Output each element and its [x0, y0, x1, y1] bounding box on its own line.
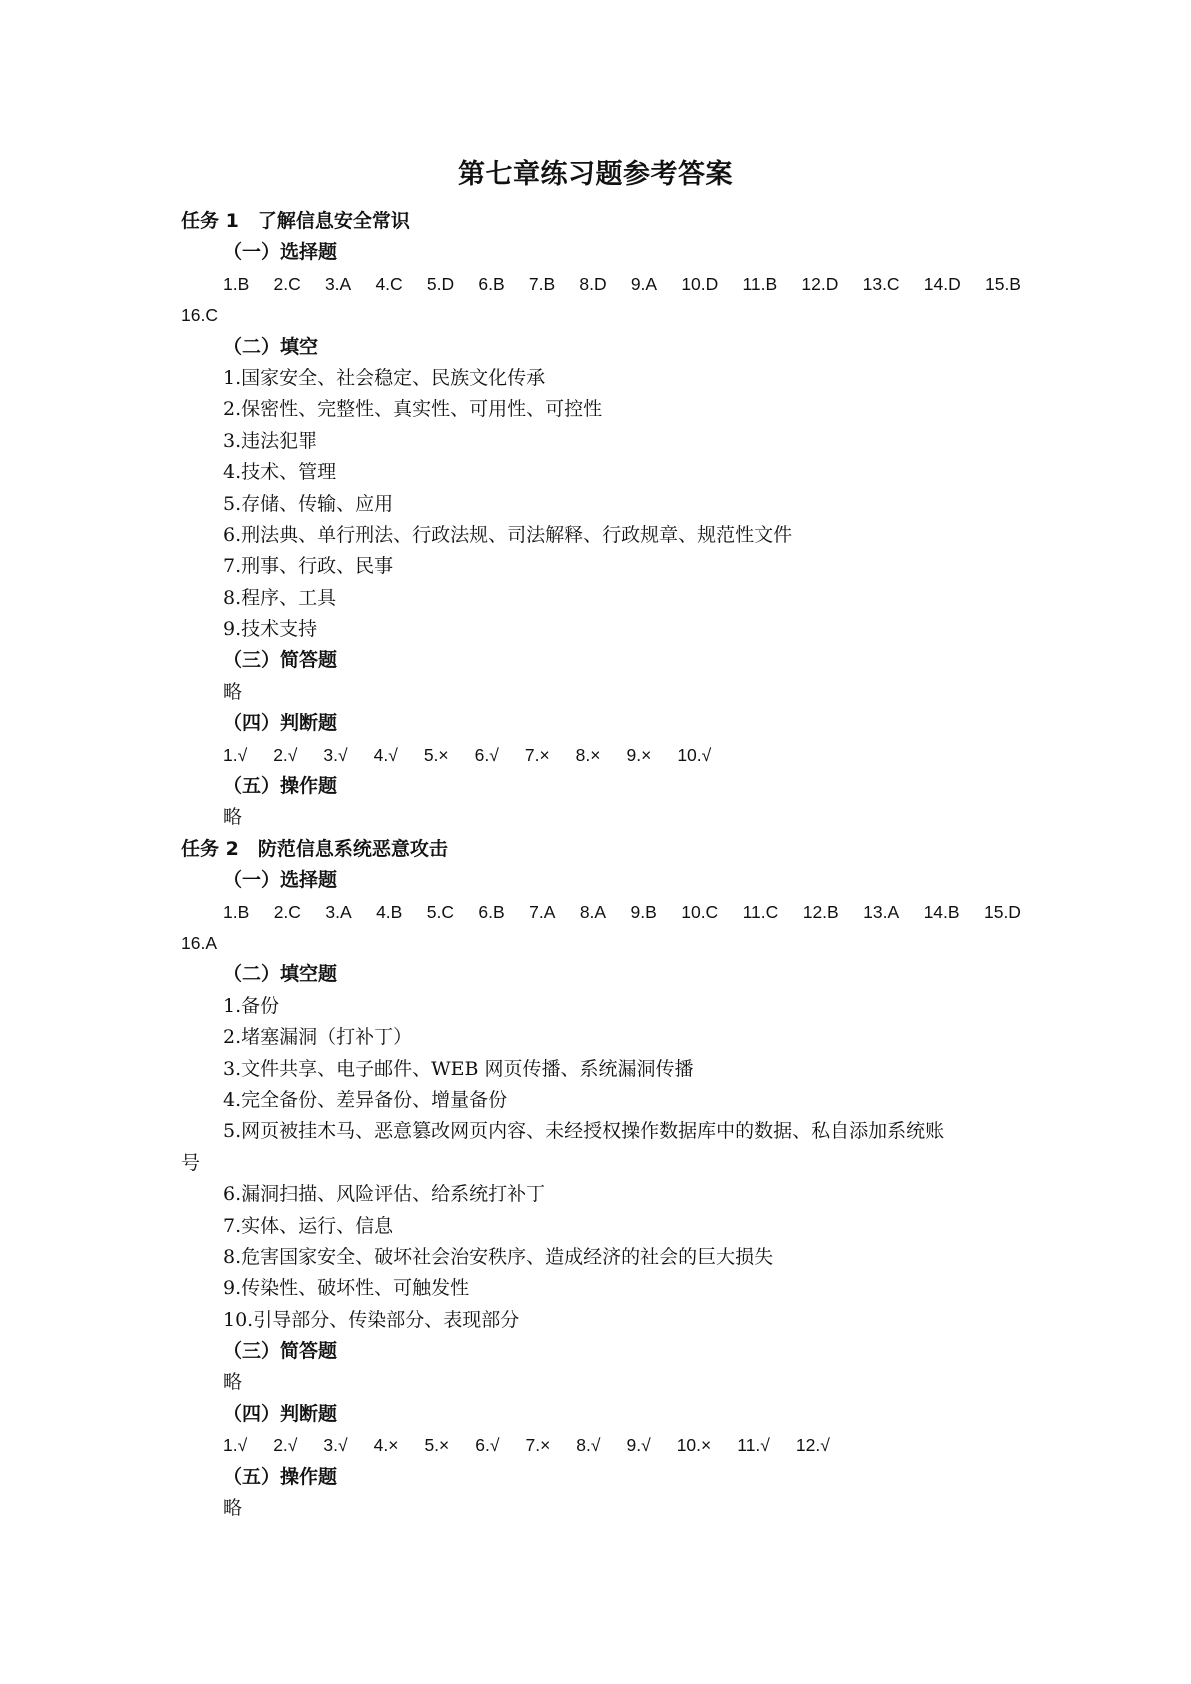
answer: 1.B [223, 901, 250, 922]
answer: 8.A [579, 901, 607, 922]
answer: 14.D [923, 273, 961, 294]
task2-section2-heading: （二）填空题 [223, 963, 338, 986]
answer: 6.B [478, 273, 505, 294]
list-item: 8.程序、工具 [223, 586, 337, 609]
list-item: 7.刑事、行政、民事 [223, 555, 394, 578]
answer: 13.C [862, 273, 900, 294]
list-item: 3.文件共享、电子邮件、WEB 网页传播、系统漏洞传播 [223, 1057, 694, 1080]
answer: 7.B [528, 273, 556, 294]
task2-section1-heading: （一）选择题 [223, 869, 338, 892]
answer: 8.× [575, 744, 601, 765]
answer: 12.√ [795, 1435, 830, 1456]
page-title: 第七章练习题参考答案 [458, 159, 733, 190]
task2-judge-answers [181, 1430, 1021, 1461]
list-item: 9.传染性、破坏性、可触发性 [223, 1277, 470, 1300]
answer: 5.D [426, 273, 455, 294]
list-item: 3.违法犯罪 [223, 429, 318, 452]
answer: 5.C [426, 901, 454, 922]
answer: 2.C [273, 273, 301, 294]
list-item: 2.保密性、完整性、真实性、可用性、可控性 [223, 398, 603, 421]
task2-section3-text: 略 [223, 1371, 243, 1394]
document-body [181, 206, 1021, 1524]
answer: 4.B [376, 901, 403, 922]
answer: 10.D [681, 273, 719, 294]
answer: 1.√ [223, 744, 248, 765]
answer: 4.√ [373, 744, 398, 765]
answer: 8.D [579, 273, 607, 294]
answer: 5.× [423, 744, 449, 765]
list-item: 2.堵塞漏洞（打补丁） [223, 1026, 413, 1049]
task1-section5-text: 略 [223, 806, 243, 829]
answer: 5.× [424, 1435, 450, 1456]
task1-section3-heading: （三）简答题 [223, 649, 338, 672]
answer: 10.× [676, 1435, 712, 1456]
task2-choice-answer-wrap: 16.A [181, 932, 217, 953]
list-item: 8.危害国家安全、破坏社会治安秩序、造成经济的社会的巨大损失 [223, 1245, 774, 1268]
answer: 11.B [742, 273, 778, 294]
list-item: 9.技术支持 [223, 618, 318, 641]
answer: 3.A [324, 273, 352, 294]
answer: 4.× [373, 1435, 399, 1456]
answer: 6.B [478, 901, 505, 922]
list-item: 6.刑法典、单行刑法、行政法规、司法解释、行政规章、规范性文件 [223, 523, 793, 546]
list-item: 7.实体、运行、信息 [223, 1214, 394, 1237]
answer: 2.√ [273, 744, 298, 765]
answer: 14.B [923, 901, 960, 922]
answer: 9.B [630, 901, 657, 922]
answer: 11.C [742, 901, 779, 922]
list-item: 6.漏洞扫描、风险评估、给系统打补丁 [223, 1183, 546, 1206]
task1-section4-heading: （四）判断题 [223, 712, 338, 735]
list-item-wrapped-line2: 号 [181, 1151, 201, 1174]
answer: 10.C [681, 901, 719, 922]
task1-heading: 任务 1 了解信息安全常识 [181, 210, 410, 232]
list-item: 4.完全备份、差异备份、增量备份 [223, 1088, 508, 1111]
list-item: 10.引导部分、传染部分、表现部分 [223, 1308, 520, 1331]
answer: 1.B [223, 273, 250, 294]
answer: 9.√ [626, 1435, 651, 1456]
answer: 2.√ [273, 1435, 298, 1456]
list-item: 1.国家安全、社会稳定、民族文化传承 [223, 366, 546, 389]
task1-choice-answer-wrap: 16.C [181, 305, 218, 326]
answer: 7.A [529, 901, 556, 922]
task2-section5-text: 略 [223, 1497, 243, 1520]
answer: 12.D [801, 273, 839, 294]
answer: 9.× [626, 744, 652, 765]
answer: 15.D [983, 901, 1021, 922]
answer: 7.× [524, 744, 550, 765]
answer: 1.√ [223, 1435, 248, 1456]
answer: 4.C [375, 273, 403, 294]
task1-choice-answers [181, 269, 1021, 300]
answer: 10.√ [677, 744, 712, 765]
answer: 3.A [325, 901, 352, 922]
answer: 3.√ [323, 744, 348, 765]
list-item: 5.存储、传输、应用 [223, 492, 394, 515]
answer: 13.A [863, 901, 900, 922]
task2-section3-heading: （三）简答题 [223, 1340, 338, 1363]
task1-section1-heading: （一）选择题 [223, 241, 338, 264]
answer: 7.× [525, 1435, 551, 1456]
task1-section2-heading: （二）填空 [223, 335, 319, 358]
task2-choice-answers [181, 897, 1021, 928]
answer: 12.B [802, 901, 839, 922]
task1-judge-answers [181, 740, 1021, 771]
task2-section4-heading: （四）判断题 [223, 1402, 338, 1425]
list-item: 4.技术、管理 [223, 461, 337, 484]
answer: 6.√ [475, 1435, 500, 1456]
answer: 2.C [273, 901, 301, 922]
task2-heading: 任务 2 防范信息系统恶意攻击 [181, 837, 448, 860]
task2-section5-heading: （五）操作题 [223, 1465, 338, 1488]
answer: 9.A [630, 273, 658, 294]
task1-section3-text: 略 [223, 680, 243, 703]
task1-section5-heading: （五）操作题 [223, 775, 338, 798]
answer: 8.√ [576, 1435, 601, 1456]
answer: 6.√ [474, 744, 499, 765]
list-item-wrapped-line1: 5.网页被挂木马、恶意篡改网页内容、未经授权操作数据库中的数据、私自添加系统账 [223, 1120, 945, 1143]
answer: 11.√ [737, 1435, 770, 1456]
answer: 15.B [984, 273, 1021, 294]
answer: 3.√ [323, 1435, 348, 1456]
list-item: 1.备份 [223, 994, 280, 1017]
